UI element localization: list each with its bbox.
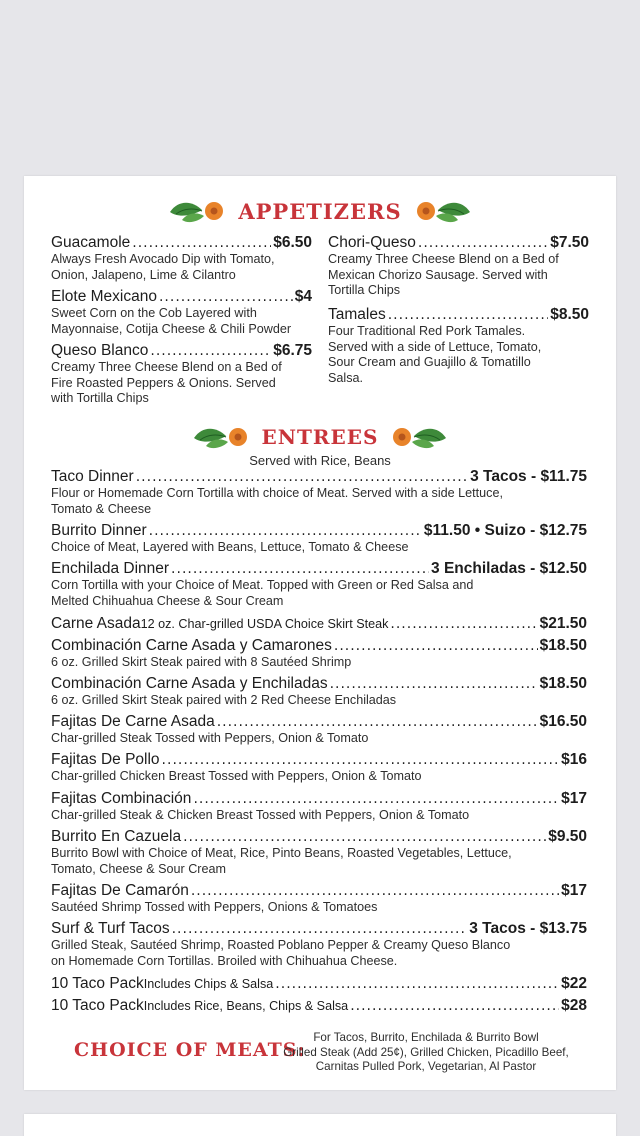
item-price: $6.50: [273, 234, 312, 251]
item-price: $18.50: [539, 637, 587, 654]
item-description: 6 oz. Grilled Skirt Steak paired with 2 Red Cheese Enchiladas: [51, 693, 397, 707]
item-name: Combinación Carne Asada y Enchiladas: [51, 675, 328, 692]
menu-item-chori-queso: [328, 234, 589, 299]
menu-item-combinacion-camarones: [51, 637, 587, 671]
item-price: $11.50 • Suizo - $12.75: [423, 522, 587, 539]
leaf-flower-ornament-icon: [386, 424, 448, 450]
item-price: $17: [561, 790, 587, 807]
menu-item-tamales: [328, 306, 589, 386]
item-price: $21.50: [539, 615, 587, 632]
item-note: Includes Rice, Beans, Chips & Salsa: [143, 999, 349, 1013]
item-description: Four Traditional Red Pork Tamales.: [328, 324, 526, 338]
leader-dots: [162, 752, 560, 768]
item-description: Creamy Three Cheese Blend on a Bed of: [328, 252, 559, 266]
item-name: Fajitas Combinación: [51, 790, 192, 807]
item-description: Corn Tortilla with your Choice of Meat. Topped with Green or Red Salsa and: [51, 578, 474, 592]
leader-dots: [217, 714, 538, 730]
item-description: Melted Chihuahua Cheese & Sour Cream: [51, 593, 284, 608]
item-price: 3 Tacos - $13.75: [469, 920, 587, 937]
menu-item-fajitas-pollo: [51, 751, 587, 785]
item-description: Grilled Steak, Sautéed Shrimp, Roasted Poblano Pepper & Creamy Queso Blanco: [51, 938, 511, 952]
item-description: Tomato, Cheese & Sour Cream: [51, 861, 226, 876]
item-price: 3 Enchiladas - $12.50: [431, 560, 587, 577]
item-description: Tortilla Chips: [328, 283, 401, 297]
item-description: Choice of Meat, Layered with Beans, Lettuce, Tomato & Cheese: [51, 540, 409, 554]
item-description: Char-grilled Steak & Chicken Breast Tossed with Peppers, Onion & Tomato: [51, 808, 470, 822]
item-price: $4: [294, 288, 312, 305]
item-description: Always Fresh Avocado Dip with Tomato,: [51, 252, 275, 266]
item-note: 12 oz. Char-grilled USDA Choice Skirt Steak: [140, 617, 389, 631]
item-name: Queso Blanco: [51, 342, 149, 359]
item-price: $9.50: [548, 828, 587, 845]
item-description: Creamy Three Cheese Blend on a Bed of: [51, 360, 282, 374]
appetizers-header: [24, 198, 616, 224]
leader-dots: [275, 976, 559, 992]
item-name: Elote Mexicano: [51, 288, 157, 305]
leader-dots: [418, 235, 548, 251]
menu-item-enchilada-dinner: [51, 560, 587, 609]
entrees-header: [24, 424, 616, 450]
item-name: 10 Taco Pack: [51, 975, 144, 992]
menu-item-fajitas-carne-asada: [51, 713, 587, 747]
leader-dots: [191, 883, 559, 899]
item-price: $17: [561, 882, 587, 899]
item-price: $16: [561, 751, 587, 768]
leader-dots: [193, 791, 559, 807]
item-description: Char-grilled Chicken Breast Tossed with Peppers, Onion & Tomato: [51, 769, 422, 783]
leader-dots: [132, 235, 271, 251]
item-name: Carne Asada: [51, 615, 141, 632]
next-menu-card: [24, 1114, 616, 1136]
item-description: Mayonnaise, Cotija Cheese & Chili Powder: [51, 321, 292, 336]
item-description: Burrito Bowl with Choice of Meat, Rice, Pinto Beans, Roasted Vegetables, Lettuce,: [51, 846, 512, 860]
leader-dots: [149, 523, 422, 539]
item-name: Taco Dinner: [51, 468, 134, 485]
item-note: Includes Chips & Salsa: [143, 977, 274, 991]
item-price: $16.50: [539, 713, 587, 730]
leader-dots: [136, 469, 468, 485]
menu-item-fajitas-camaron: [51, 882, 587, 916]
item-name: Guacamole: [51, 234, 131, 251]
item-name: Fajitas De Carne Asada: [51, 713, 215, 730]
choice-line: Carnitas Pulled Pork, Vegetarian, Al Pastor: [315, 1060, 537, 1073]
item-description: Char-grilled Steak Tossed with Peppers, Onion & Tomato: [51, 731, 369, 745]
item-price: $6.75: [273, 342, 312, 359]
entrees-title: ENTREES: [261, 425, 379, 449]
item-name: Combinación Carne Asada y Camarones: [51, 637, 332, 654]
menu-item-surf-turf-tacos: [51, 920, 587, 969]
leader-dots: [390, 616, 537, 632]
item-description: Mexican Chorizo Sausage. Served with: [328, 267, 548, 282]
leader-dots: [150, 343, 271, 359]
item-description: Sweet Corn on the Cob Layered with: [51, 306, 257, 320]
choice-of-meats-text: [256, 1031, 596, 1075]
menu-item-taco-pack-chips: [51, 975, 587, 993]
leaf-flower-ornament-icon: [168, 198, 230, 224]
leaf-flower-ornament-icon: [410, 198, 472, 224]
leader-dots: [183, 829, 546, 845]
leader-dots: [350, 998, 559, 1014]
leader-dots: [334, 638, 538, 654]
item-description: Flour or Homemade Corn Tortilla with choice of Meat. Served with a side Lettuce,: [51, 486, 503, 500]
item-name: Fajitas De Camarón: [51, 882, 189, 899]
choice-line: Grilled Steak (Add 25¢), Grilled Chicken, Picadillo Beef,: [283, 1045, 569, 1059]
item-name: Burrito Dinner: [51, 522, 147, 539]
item-price: $22: [561, 975, 587, 992]
item-name: Burrito En Cazuela: [51, 828, 182, 845]
item-description: Fire Roasted Peppers & Onions. Served: [51, 375, 276, 390]
entrees-subtitle: Served with Rice, Beans: [249, 453, 391, 468]
item-price: $8.50: [550, 306, 589, 323]
item-description: Tomato & Cheese: [51, 501, 152, 516]
menu-card: [24, 176, 616, 1090]
menu-item-combinacion-enchiladas: [51, 675, 587, 709]
menu-item-queso-blanco: [51, 342, 312, 407]
item-name: Chori-Queso: [328, 234, 416, 251]
item-description: Onion, Jalapeno, Lime & Cilantro: [51, 267, 236, 282]
menu-item-taco-pack-rice: [51, 997, 587, 1015]
item-description: Served with a side of Lettuce, Tomato,: [328, 339, 542, 354]
item-price: 3 Tacos - $11.75: [470, 468, 587, 485]
choice-line: For Tacos, Burrito, Enchilada & Burrito Bowl: [313, 1031, 539, 1044]
item-name: Enchilada Dinner: [51, 560, 170, 577]
choice-of-meats-title: CHOICE OF MEATS:: [74, 1039, 306, 1061]
menu-item-elote-mexicano: [51, 288, 312, 337]
item-name: Fajitas De Pollo: [51, 751, 160, 768]
item-price: $28: [561, 997, 587, 1014]
item-price: $18.50: [539, 675, 587, 692]
menu-item-taco-dinner: [51, 468, 587, 517]
item-name: Surf & Turf Tacos: [51, 920, 170, 937]
menu-item-burrito-cazuela: [51, 828, 587, 877]
menu-item-fajitas-combinacion: [51, 790, 587, 824]
item-description: 6 oz. Grilled Skirt Steak paired with 8 Sautéed Shrimp: [51, 655, 352, 669]
appetizers-title: APPETIZERS: [238, 198, 402, 224]
leaf-flower-ornament-icon: [192, 424, 254, 450]
item-description: with Tortilla Chips: [51, 391, 149, 405]
leader-dots: [388, 307, 548, 323]
leader-dots: [159, 289, 293, 305]
item-name: Tamales: [328, 306, 386, 323]
menu-item-carne-asada: [51, 615, 587, 633]
item-description: on Homemade Corn Tortillas. Broiled with Chihuahua Cheese.: [51, 953, 398, 968]
item-description: Sour Cream and Guajillo & Tomatillo: [328, 355, 531, 369]
leader-dots: [330, 676, 538, 692]
item-price: $7.50: [550, 234, 589, 251]
item-description: Salsa.: [328, 370, 364, 385]
menu-item-guacamole: [51, 234, 312, 283]
leader-dots: [171, 561, 429, 577]
item-name: 10 Taco Pack: [51, 997, 144, 1014]
leader-dots: [172, 921, 468, 937]
menu-item-burrito-dinner: [51, 522, 587, 556]
item-description: Sautéed Shrimp Tossed with Peppers, Onions & Tomatoes: [51, 900, 378, 914]
